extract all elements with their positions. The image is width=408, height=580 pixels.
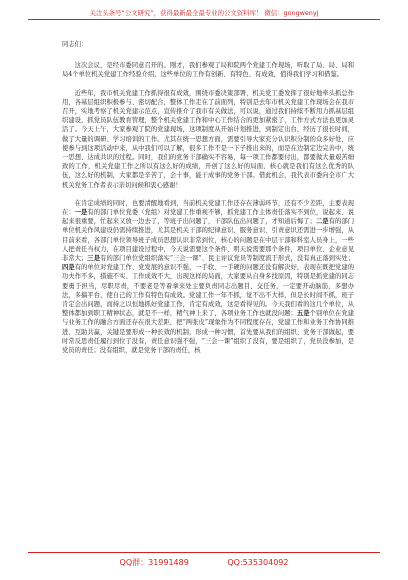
paragraph-text: 有的部门单位党委（党组）对党建工作重视不够，抓党建工作主体责任落实不到位，说起来、说起来很重要，忙起来又放一边去了，等班子出问题了，干部队伍出问题了，才知道后悔了；	[62, 209, 355, 226]
point-marker: 四是	[62, 264, 75, 272]
point-marker: 三是	[87, 255, 101, 263]
header-banner: 关注头条号“公文研究”，获得最新最全最专业的公文资料库！ 微信：gongwenyj	[89, 9, 319, 17]
footer-divider	[28, 552, 380, 553]
point-marker: 五是	[296, 310, 310, 318]
point-marker: 二是	[315, 218, 329, 226]
body-paragraph	[62, 199, 354, 355]
paragraph-text: 有的单位对党建工作、党发展的意识不强，一手软、一手硬的问题还没有解决好，表现在既把党建的功夫作不多，措施不实、工作成效不大，出现这样的局面，大家要从自身多找原因，特别是抓党建的同志要勇于担当，尽职尽责，不要老是等着拿来处主要负责同志出题目、交任务，一定要开动脑筋，多想办法，多搞平台，使自己的工作有特色有成效。党建工作一年不抓，觉不出不大样，但是长时间不抓，班子肯定会出问题，而持之以恒地抓好党建工作，肯定有成效，这是看得见的。今天我们看的这几个单位，从整体都加到职工精神状态，就是不一样，精气神上来了，各项业务工作也就没问题；	[62, 264, 355, 318]
document-body	[62, 40, 354, 364]
qq-group-text: QQ群：31991489	[119, 558, 189, 567]
paragraph-text: 有的部门单位党组织落实“三会一课”、民主评议党员等制度流于形式，没有真正落到实处；	[100, 255, 355, 263]
paragraph-text: 个别单位在党建与业务工作的融合方面还存在很大差距，把“两张皮”现象作为不同程度存在，党建工作和业务工作协同推进、互助共赢，关键是要形成一种长效的机制，形成一种习惯，首先要从我们的组织、党务干部做起，要时常反思责任履行到位了没有，责任意识强不强，“三会一课”组织了没有，要是组织了，党员没参加，是党员的责任；没有组织，就是党务干部的责任，核	[62, 310, 355, 355]
body-paragraph	[62, 61, 354, 79]
paragraph-text: 有的部门单位机关作风建设仍需持续推进，尤其是机关干部的纪律意识、服务意识、引责意识还需进一步增强，从目前来看，各部门单位领导班子成员思想认识非常到位，核心的问题是在中层干部和科室人员身上，一些人把责任当权力，在项目建设过程中，今天说需要这个条件、明天说需要那个条件，项目单位、企业意见非常大；	[62, 218, 355, 263]
paragraph-text: 近些年，我市机关党建工作抓得很有成效，围绕市委决策部署，机关党工委发挥了很好地牵头抓总作用，各基层组织积极参与、密切配合，整体工作走在了前面列，特别是去年市机关党建工作现场会在我市召开，实地考察了机关党建示范点，宣传推介了我市有关做法，可以说，通过我们持续不断用力抓基层组织建设，抓党员队伍教育管理，整个机关党建工作和中心工作结合的更加紧密了，工作方式方法也更加灵活了。今天上午，大家参观了院的党建现场，这项制度从开始计划推进，到制定出台，经历了很长时间，做了大量的调研、学习培训的工作。尤其在统一思想方面，需要引导大家充分认识积分制的众多好处，应使参与到这项活动中来，从中我们可以了解，很多工作不是一下子推出来的，而是在边制定边完善中，统一思想、达成共识的过程。同时，我们的党务干部确实不容易，每一项工作都要付出，都要做大量艰苦细致的工作，机关党建工作之所以有这么好的成绩，开创了这么好的局面，核心就是我们有这么优秀的队伍，这么好的机制，大家都是辛苦了，会十事，能干成事的党务干部。借此机会，我代表市委向全市广大机关党务工作者表示亲切问候和衷心感谢！	[62, 89, 354, 189]
paragraph-text: 这次会议，是经市委同意召开的。刚才，我们参观了局和院两个党建工作现场，听取了局、局、局和局4个单位机关党建工作经验介绍，这些单位的工作有创新、有特色、有成效，值得我们学习和借鉴。	[62, 62, 354, 79]
salutation: 同志们：	[62, 41, 88, 48]
qq-contact-text: QQ:535304092	[227, 558, 289, 567]
footer-contact	[0, 557, 408, 568]
header-divider	[28, 19, 380, 20]
body-paragraph	[62, 89, 354, 190]
paragraph-text: 在肯定成绩的同时，也要清醒地看到，当前机关党建工作还存在薄弱环节，还有不少差距，主要表现在：	[62, 199, 354, 217]
paragraph-list	[62, 61, 354, 355]
point-marker: 一是	[74, 209, 88, 217]
